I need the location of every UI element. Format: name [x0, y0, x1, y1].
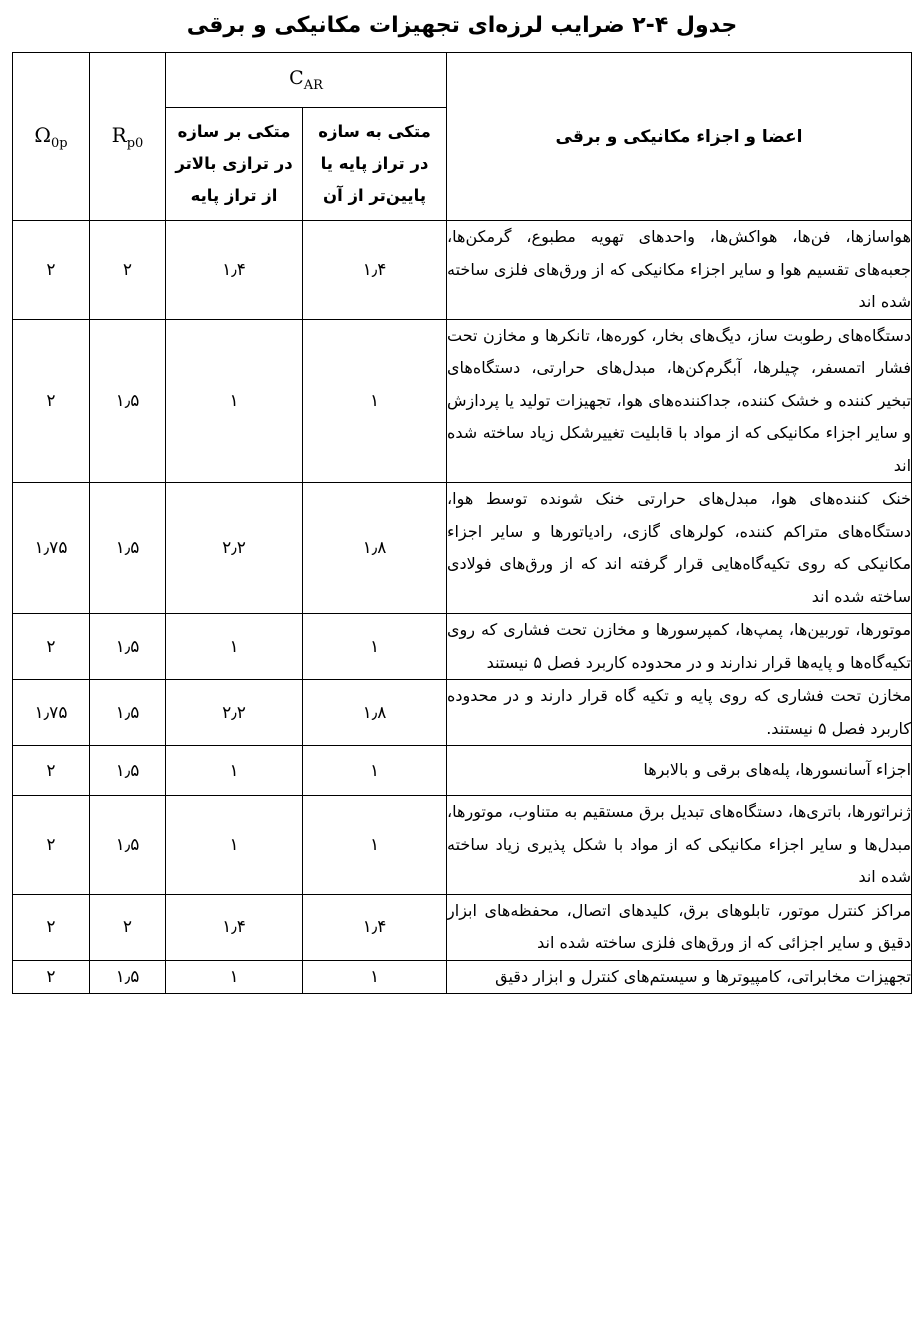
row-description: مخازن تحت فشاری که روی پایه و تکیه گاه قرار دارند و در محدوده کاربرد فصل ۵ نیستند. [447, 680, 912, 746]
row-description: هواسازها، فن‌ها، هواکش‌ها، واحدهای تهویه مطبوع، گرمکن‌ها، جعبه‌های تقسیم هوا و سایر اجزاء مکانیکی که از ورق‌های فلزی ساخته شده اند [447, 221, 912, 320]
header-rp0-subscript: p0 [126, 135, 144, 151]
row-omega0p: ۲ [13, 960, 90, 994]
row-omega0p: ۱٫۷۵ [13, 680, 90, 746]
row-car-above: ۱٫۴ [166, 894, 303, 960]
table-row [13, 614, 912, 680]
table-body [13, 221, 912, 994]
row-car-above: ۱ [166, 746, 303, 796]
table-row [13, 960, 912, 994]
header-car-below: متکی به سازه در تراز پایه یا پایین‌تر از آن [303, 108, 447, 221]
table-row [13, 746, 912, 796]
row-omega0p: ۲ [13, 894, 90, 960]
header-omega0p [13, 53, 90, 221]
header-car-symbol: C [289, 67, 304, 90]
header-rp0 [90, 53, 166, 221]
row-car-below: ۱ [303, 319, 447, 483]
seismic-coefficients-table [12, 52, 912, 994]
table-row [13, 319, 912, 483]
row-description: موتورها، توربین‌ها، پمپ‌ها، کمپرسورها و مخازن تحت فشاری که روی تکیه‌گاه‌ها و پایه‌ها قرار ندارند و در محدوده کاربرد فصل ۵ نیستند [447, 614, 912, 680]
table-caption: جدول ۴-۲ ضرایب لرزه‌ای تجهیزات مکانیکی و برقی [186, 13, 738, 38]
row-car-below: ۱٫۴ [303, 221, 447, 320]
header-car-subscript: AR [303, 77, 323, 93]
row-car-below: ۱٫۸ [303, 680, 447, 746]
table-header [13, 53, 912, 221]
row-omega0p: ۱٫۷۵ [13, 483, 90, 614]
row-description: دستگاه‌های رطوبت ساز، دیگ‌های بخار، کوره‌ها، تانکرها و مخازن تحت فشار اتمسفر، چیلرها، آبگرم‌کن‌ها، مبدل‌های حرارتی، دستگاه‌های تبخیر کننده و خشک کننده، جداکننده‌های هوا، تجهیزات تولید یا پردازش و سایر اجزاء مکانیکی که از مواد با قابلیت تغییرشکل زیاد ساخته شده اند [447, 319, 912, 483]
header-car [166, 53, 447, 108]
header-rp0-symbol: R [111, 122, 127, 147]
header-component: اعضا و اجزاء مکانیکی و برقی [447, 53, 912, 221]
row-car-above: ۱ [166, 614, 303, 680]
row-rp0: ۱٫۵ [90, 960, 166, 994]
row-rp0: ۱٫۵ [90, 746, 166, 796]
row-car-above: ۱ [166, 796, 303, 895]
row-description: خنک کننده‌های هوا، مبدل‌های حرارتی خنک شونده توسط هوا، دستگاه‌های متراکم کننده، کولرهای گازی، رادیاتورها و سایر اجزاء مکانیکی که روی تکیه‌گاه‌هایی قرار گرفته اند که از ورق‌های فولادی ساخته شده اند [447, 483, 912, 614]
row-rp0: ۱٫۵ [90, 680, 166, 746]
table-row [13, 221, 912, 320]
table-row [13, 894, 912, 960]
row-car-below: ۱ [303, 796, 447, 895]
row-car-above: ۲٫۲ [166, 483, 303, 614]
row-car-below: ۱٫۸ [303, 483, 447, 614]
row-omega0p: ۲ [13, 221, 90, 320]
row-omega0p: ۲ [13, 746, 90, 796]
row-rp0: ۱٫۵ [90, 614, 166, 680]
header-row-1 [13, 53, 912, 108]
row-rp0: ۲ [90, 894, 166, 960]
row-omega0p: ۲ [13, 614, 90, 680]
row-car-above: ۱ [166, 960, 303, 994]
header-omega-subscript: 0p [51, 135, 68, 151]
row-rp0: ۲ [90, 221, 166, 320]
row-car-above: ۱٫۴ [166, 221, 303, 320]
table-row [13, 796, 912, 895]
header-car-above: متکی بر سازه در ترازی بالاتر از تراز پایه [166, 108, 303, 221]
row-omega0p: ۲ [13, 796, 90, 895]
row-car-above: ۱ [166, 319, 303, 483]
row-car-below: ۱٫۴ [303, 894, 447, 960]
row-description: اجزاء آسانسورها، پله‌های برقی و بالابرها [447, 746, 912, 796]
row-car-above: ۲٫۲ [166, 680, 303, 746]
row-car-below: ۱ [303, 960, 447, 994]
row-omega0p: ۲ [13, 319, 90, 483]
header-omega-symbol: Ω [34, 122, 51, 147]
row-rp0: ۱٫۵ [90, 483, 166, 614]
table-row [13, 483, 912, 614]
row-description: تجهیزات مخابراتی، کامپیوترها و سیستم‌های کنترل و ابزار دقیق [447, 960, 912, 994]
row-car-below: ۱ [303, 614, 447, 680]
row-rp0: ۱٫۵ [90, 319, 166, 483]
row-car-below: ۱ [303, 746, 447, 796]
row-description: مراکز کنترل موتور، تابلوهای برق، کلیدهای اتصال، محفظه‌های ابزار دقیق و سایر اجزائی که از ورق‌های فلزی ساخته شده اند [447, 894, 912, 960]
row-description: ژنراتورها، باتری‌ها، دستگاه‌های تبدیل برق مستقیم به متناوب، موتورها، مبدل‌ها و سایر اجزاء مکانیکی که از مواد با شکل پذیری زیاد ساخته شده اند [447, 796, 912, 895]
table-row [13, 680, 912, 746]
row-rp0: ۱٫۵ [90, 796, 166, 895]
